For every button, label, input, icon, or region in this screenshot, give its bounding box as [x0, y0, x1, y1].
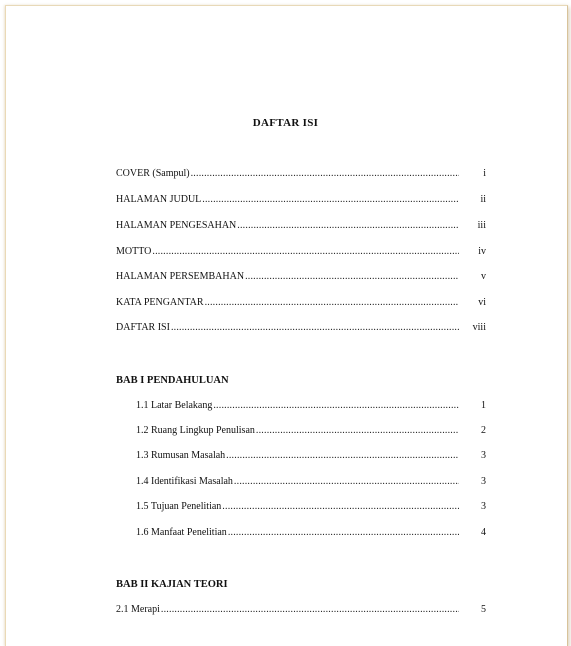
toc-entry-page: 2 [481, 425, 486, 436]
dot-leader [152, 245, 459, 259]
toc-entry-label: HALAMAN PENGESAHAN [116, 220, 237, 231]
toc-entry-page: v [481, 271, 486, 282]
toc-entry-page: 4 [481, 527, 486, 538]
dot-leader [228, 526, 459, 540]
dot-leader [226, 449, 459, 463]
toc-entry-page: 3 [481, 450, 486, 461]
toc-entry-page: 3 [481, 476, 486, 487]
toc-entry [136, 424, 486, 438]
toc-entry-page: ii [480, 194, 486, 205]
toc-entry-label: HALAMAN JUDUL [116, 194, 202, 205]
toc-entry-page: i [483, 168, 486, 179]
toc-entry [116, 603, 486, 617]
toc-entry [136, 475, 486, 489]
dot-leader [256, 424, 459, 438]
toc-entry-label: DAFTAR ISI [116, 322, 170, 333]
dot-leader [245, 270, 459, 284]
toc-entry [116, 321, 486, 335]
toc-entry-label: KATA PENGANTAR [116, 297, 204, 308]
toc-entry-page: 3 [481, 501, 486, 512]
toc-entry [116, 219, 486, 233]
toc-entry-page: vi [478, 297, 486, 308]
chapter-heading: BAB I PENDAHULUAN [116, 375, 229, 386]
dot-leader [191, 167, 459, 181]
toc-entry [116, 245, 486, 259]
toc-entry [116, 270, 486, 284]
dot-leader [171, 321, 459, 335]
toc-title: DAFTAR ISI [252, 117, 319, 129]
toc-entry-label: 1.3 Rumusan Masalah [136, 450, 226, 461]
toc-entry-label: 1.4 Identifikasi Masalah [136, 476, 233, 487]
dot-leader [161, 603, 459, 617]
dot-leader [202, 193, 459, 207]
dot-leader [234, 475, 459, 489]
toc-entry-label: 1.1 Latar Belakang [136, 400, 213, 411]
toc-entry [136, 500, 486, 514]
toc-entry [116, 296, 486, 310]
toc-entry [136, 399, 486, 413]
toc-entry [136, 449, 486, 463]
toc-entry-label: COVER (Sampul) [116, 168, 190, 179]
toc-entry-page: 5 [481, 604, 486, 615]
toc-entry-page: 1 [481, 400, 486, 411]
toc-entry-page: iii [477, 220, 486, 231]
toc-entry-label: 1.6 Manfaat Penelitian [136, 527, 227, 538]
dot-leader [222, 500, 459, 514]
toc-entry-page: iv [478, 246, 486, 257]
toc-entry [136, 526, 486, 540]
dot-leader [213, 399, 459, 413]
toc-entry [116, 167, 486, 181]
toc-entry-label: 1.5 Tujuan Penelitian [136, 501, 222, 512]
toc-entry [116, 193, 486, 207]
dot-leader [205, 296, 459, 310]
toc-entry-label: HALAMAN PERSEMBAHAN [116, 271, 245, 282]
dot-leader [237, 219, 459, 233]
chapter-heading: BAB II KAJIAN TEORI [116, 579, 228, 590]
toc-entry-label: 1.2 Ruang Lingkup Penulisan [136, 425, 255, 436]
toc-entry-label: MOTTO [116, 246, 152, 257]
toc-entry-label: 2.1 Merapi [116, 604, 160, 615]
toc-entry-page: viii [472, 322, 486, 333]
